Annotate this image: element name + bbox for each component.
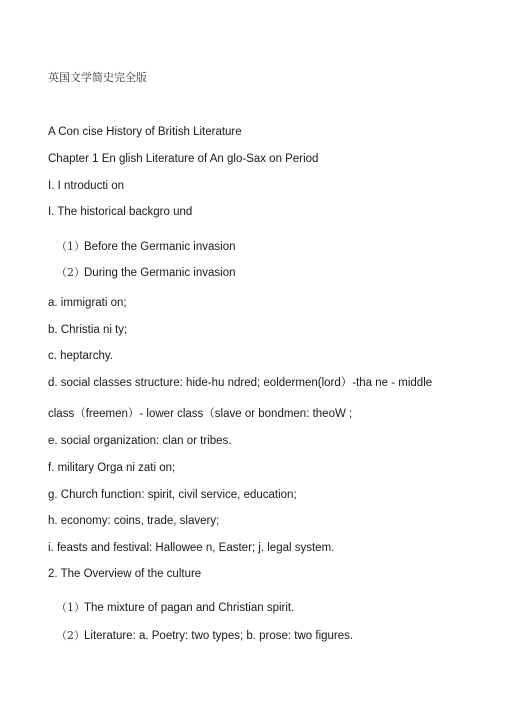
- list-item: f. military Orga ni zati on;: [48, 462, 176, 474]
- list-item: c. heptarchy.: [48, 350, 113, 362]
- book-title: A Con cise History of British Literature: [48, 126, 242, 138]
- list-item: a. immigrati on;: [48, 297, 127, 309]
- list-item: h. economy: coins, trade, slavery;: [48, 515, 220, 527]
- list-item-continuation: class（freemen）- lower class（slave or bondmen: theoW ;: [48, 408, 353, 420]
- list-item-text: Literature: a. Poetry: two types; b. prose: two figures.: [84, 630, 354, 642]
- section-culture-overview: 2. The Overview of the culture: [48, 568, 202, 580]
- list-item: g. Church function: spirit, civil service, education;: [48, 489, 297, 501]
- list-item-text: The mixture of pagan and Christian spirit.: [84, 602, 295, 614]
- list-number: （2）: [56, 629, 85, 642]
- document-title-cn: 英国文学简史完全版: [48, 71, 147, 84]
- list-item-text: Before the Germanic invasion: [84, 241, 236, 253]
- list-item: d. social classes structure: hide-hu ndred; eoldermen(lord）-tha ne - middle: [48, 377, 433, 389]
- section-introduction: I. I ntroducti on: [48, 180, 125, 192]
- list-item: i. feasts and festival: Hallowee n, Easter; j. legal system.: [48, 542, 335, 554]
- list-number: （1）: [56, 601, 85, 614]
- list-number: （1）: [56, 240, 85, 253]
- list-item: e. social organization: clan or tribes.: [48, 435, 232, 447]
- list-number: （2）: [56, 266, 85, 279]
- list-item: b. Christia ni ty;: [48, 324, 128, 336]
- list-item-text: During the Germanic invasion: [84, 267, 236, 279]
- section-historical-background: I. The historical backgro und: [48, 206, 193, 218]
- chapter-title: Chapter 1 En glish Literature of An glo-Sax on Period: [48, 153, 319, 165]
